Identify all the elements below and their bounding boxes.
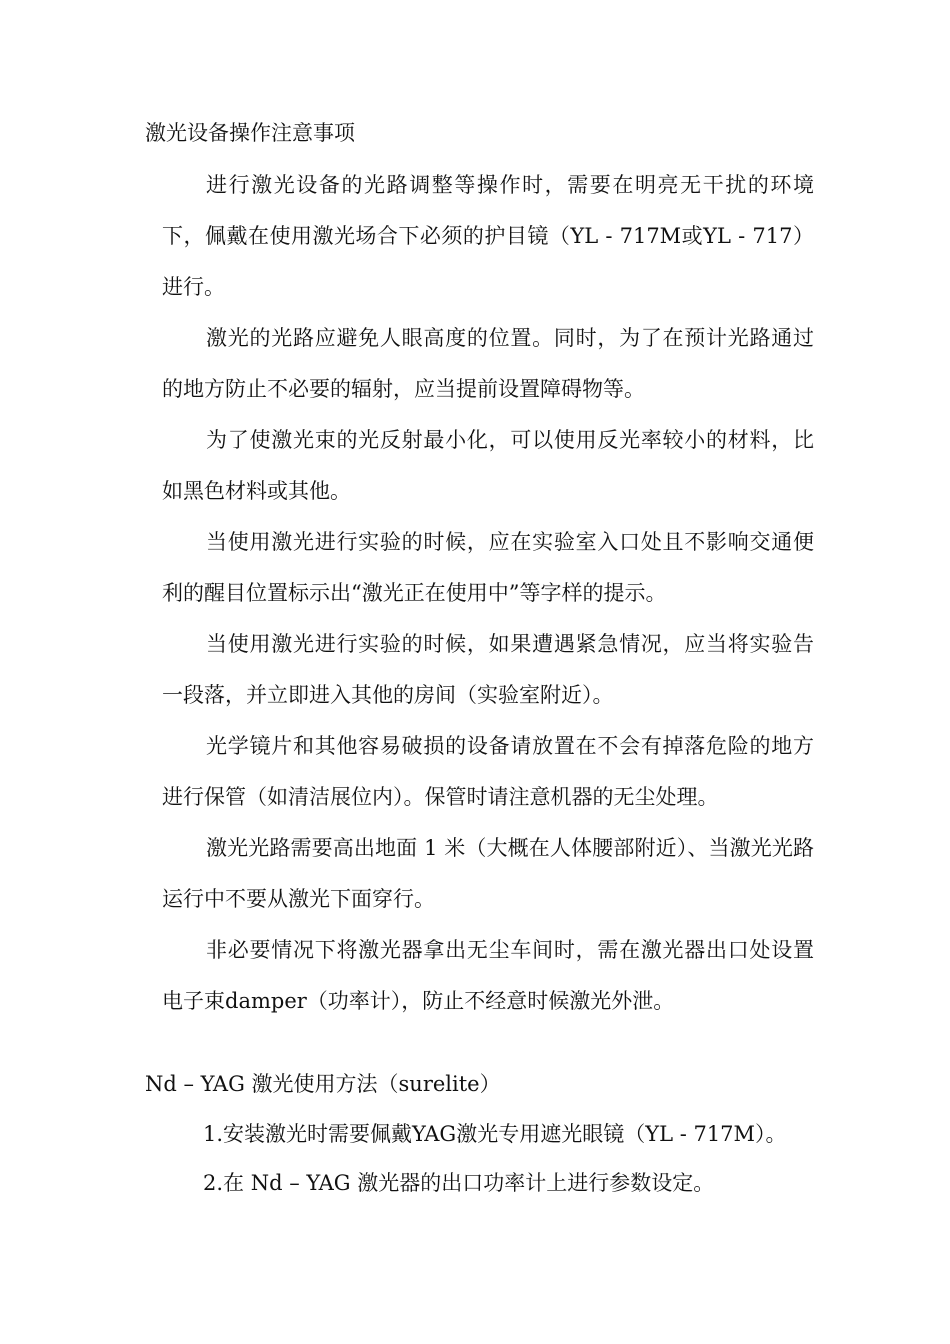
safety-paragraph-5: 当使用激光进行实验的时候，如果遭遇紧急情况，应当将实验告一段落，并立即进入其他的房间（实验室附近）。 <box>162 632 814 707</box>
usage-step-2: 2.在 Nd – YAG 激光器的出口功率计上进行参数设定。 <box>203 1171 715 1195</box>
safety-paragraph-2: 激光的光路应避免人眼高度的位置。同时，为了在预计光路通过的地方防止不必要的辐射，应当提前设置障碍物等。 <box>162 326 814 401</box>
safety-paragraph-3: 为了使激光束的光反射最小化，可以使用反光率较小的材料，比如黑色材料或其他。 <box>162 428 814 503</box>
safety-paragraph-1: 进行激光设备的光路调整等操作时，需要在明亮无干扰的环境下，佩戴在使用激光场合下必须的护目镜（YL - 717M或YL - 717）进行。 <box>162 173 814 299</box>
safety-paragraph-6: 光学镜片和其他容易破损的设备请放置在不会有掉落危险的地方进行保管（如清洁展位内）。保管时请注意机器的无尘处理。 <box>162 734 814 809</box>
safety-paragraph-8: 非必要情况下将激光器拿出无尘车间时，需在激光器出口处设置电子束damper（功率计），防止不经意时候激光外泄。 <box>162 938 814 1013</box>
safety-paragraph-4: 当使用激光进行实验的时候，应在实验室入口处且不影响交通便利的醒目位置标示出“激光正在使用中”等字样的提示。 <box>162 530 814 605</box>
section-title-laser-safety: 激光设备操作注意事项 <box>145 121 355 145</box>
section-title-ndyag-usage: Nd – YAG 激光使用方法（surelite） <box>145 1072 501 1096</box>
safety-paragraph-7: 激光光路需要高出地面 1 米（大概在人体腰部附近）、当激光光路运行中不要从激光下面穿行。 <box>162 836 814 911</box>
usage-step-1: 1.安装激光时需要佩戴YAG激光专用遮光眼镜（YL - 717M）。 <box>203 1122 787 1146</box>
